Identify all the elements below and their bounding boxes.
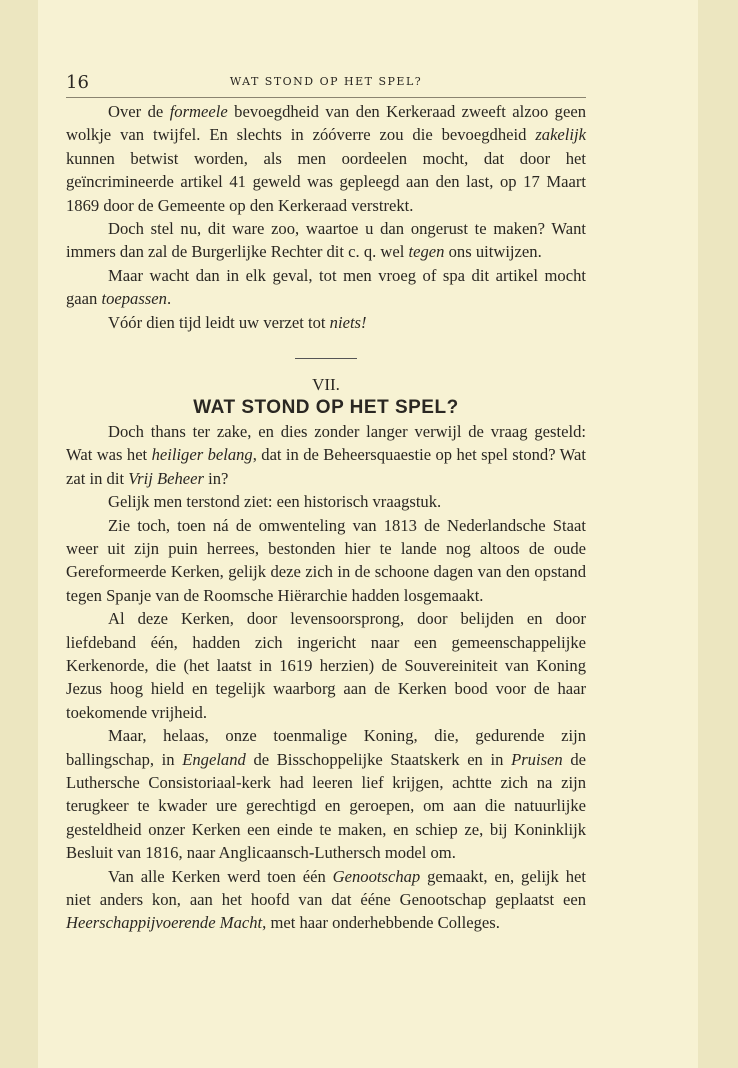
section-title: WAT STOND OP HET SPEL? bbox=[193, 397, 459, 419]
paragraph: Vóór dien tijd leidt uw verzet tot niets! bbox=[108, 312, 367, 332]
paragraph: Doch thans ter zake, en dies zonder langer verwijl de vraag gesteld: Wat was het heiliger belang, dat in de Beheersquaestie op het spel stond? Wat zat in dit Vrij Beheer in? bbox=[66, 421, 586, 488]
paragraph: Gelijk men terstond ziet: een historisch vraagstuk. bbox=[108, 492, 442, 512]
paragraph: Maar, helaas, onze toenmalige Koning, die, gedurende zijn ballingschap, in Engeland de Bisschoppelijke Staatskerk en in Pruisen de Luthersche Consistoriaal-kerk had leeren lief krijgen, achtte zich na zijn terugkeer te kwader ure gerechtigd en geroepen, om aan die natuurlijke gesteldheid onzer Kerken een einde te maken, en schiep ze, bij Koninklijk Besluit van 1816, naar Anglicaansch-Luthersch model om. bbox=[66, 726, 586, 863]
section-separator bbox=[295, 358, 357, 359]
paragraph: Van alle Kerken werd toen één Genootschap gemaakt, en, gelijk het niet anders kon, aan het hoofd van dat ééne Genootschap geplaatst een Heerschappijvoerende Macht, met haar onderhebbende Colleges. bbox=[66, 866, 586, 933]
paragraph: Al deze Kerken, door levensoorsprong, door belijden en door liefdeband één, hadden zich ingericht naar een gemeenschappelijke Kerkenorde, die (het laatst in 1619 herzien) de Souvereiniteit van Koning Jezus hoog hield en tegelijk waarborg aan de Kerken bood voor de haar toekomende vrijheid. bbox=[66, 609, 586, 722]
page-number: 16 bbox=[66, 72, 89, 93]
paragraph: Over de formeele bevoegdheid van den Kerkeraad zweeft alzoo geen wolkje van twijfel. En slechts in zóóverre zou die bevoegdheid zakelijk kunnen betwist worden, als men oordeelen mocht, dat door het geïncrimineerde artikel 41 geweld was gepleegd aan den last, op 17 Maart 1869 door de Gemeente op den Kerkeraad verstrekt. bbox=[66, 102, 586, 215]
running-title: WAT STOND OP HET SPEL? bbox=[229, 75, 423, 88]
paragraph: Zie toch, toen ná de omwenteling van 1813 de Nederlandsche Staat weer uit zijn puin herrees, bestonden hier te lande nog altoos de oude Gereformeerde Kerken, gelijk deze zich in de schoone dagen van den opstand tegen Spanje van de Roomsche Hiërarchie hadden losgemaakt. bbox=[66, 515, 586, 605]
body-text bbox=[66, 100, 586, 935]
header-rule bbox=[66, 97, 586, 98]
section-number: VII. bbox=[312, 375, 340, 395]
paragraph: Maar wacht dan in elk geval, tot men vroeg of spa dit artikel mocht gaan toepassen. bbox=[66, 265, 586, 309]
paragraph: Doch stel nu, dit ware zoo, waartoe u dan ongerust te maken? Want immers dan zal de Burgerlijke Rechter dit c. q. wel tegen ons uitwijzen. bbox=[66, 219, 586, 262]
page-header bbox=[66, 72, 586, 94]
